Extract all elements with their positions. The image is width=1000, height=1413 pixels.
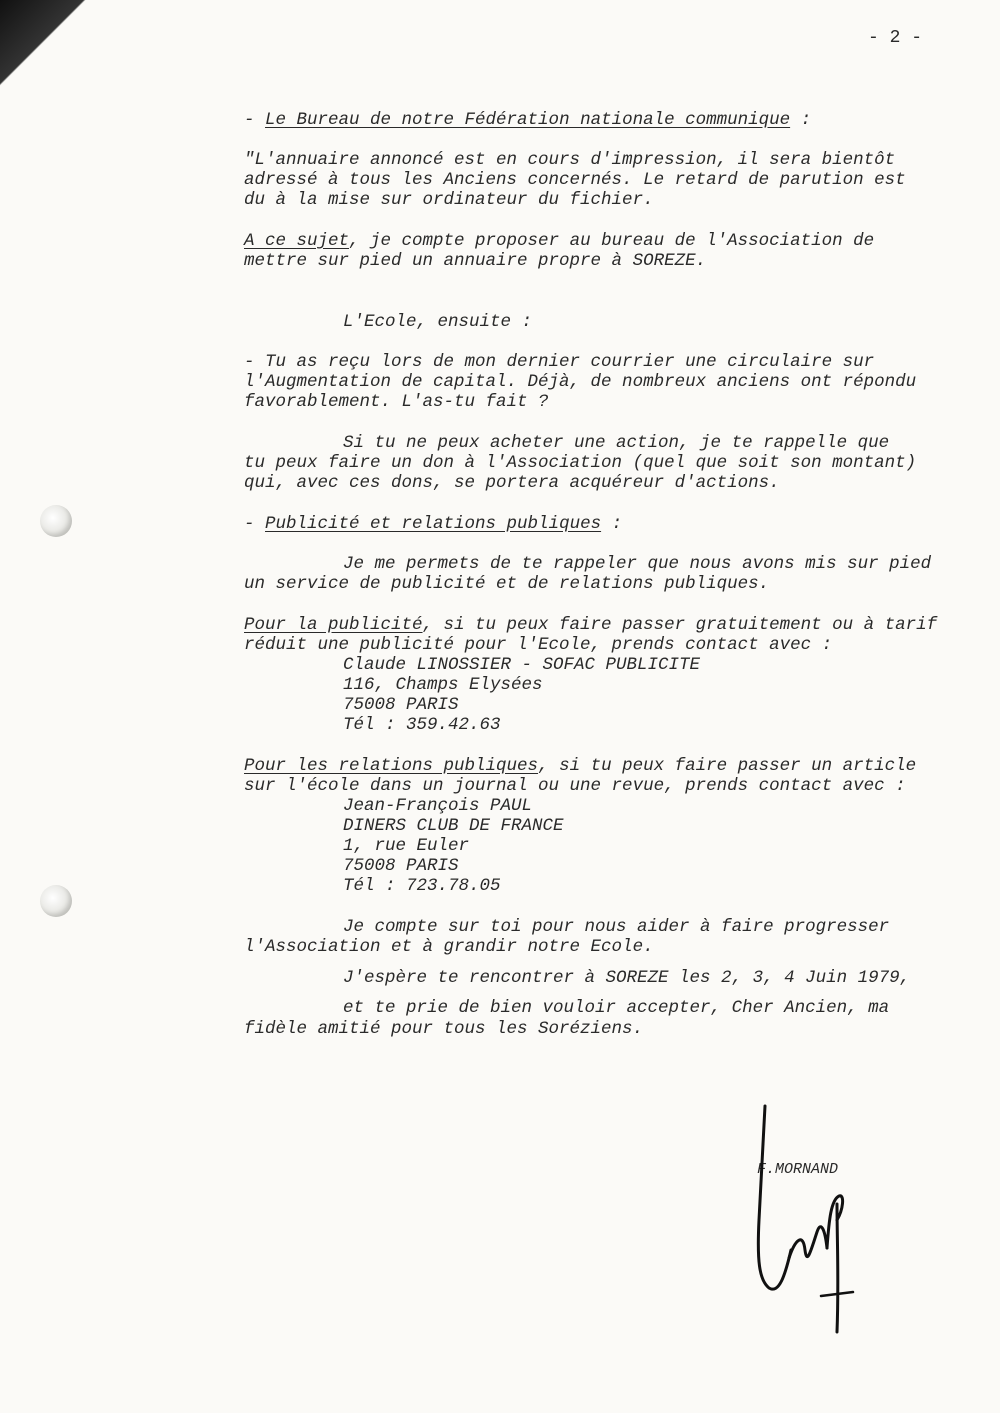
line-text: Je compte sur toi pour nous aider à faire progresser — [343, 917, 890, 937]
text-line — [244, 574, 769, 594]
text-line — [343, 998, 889, 1018]
text-line — [343, 968, 910, 988]
line-text: 75008 PARIS — [343, 856, 459, 876]
line-text: un service de publicité et de relations publiques. — [244, 574, 770, 594]
text-line — [343, 554, 931, 574]
line-text: l'Association et à grandir notre Ecole. — [244, 937, 654, 957]
line-text: , je compte proposer au bureau de l'Association de — [349, 231, 875, 251]
line-text: 75008 PARIS — [343, 695, 459, 715]
folded-corner — [0, 0, 110, 110]
text-line — [244, 776, 906, 796]
text-line — [343, 917, 889, 937]
text-line — [244, 352, 874, 372]
text-line — [244, 756, 916, 776]
line-text: - Tu as reçu lors de mon dernier courrier une circulaire sur — [244, 352, 875, 372]
line-text: l'Augmentation de capital. Déjà, de nombreux anciens ont répondu — [244, 372, 917, 392]
line-text: mettre sur pied un annuaire propre à SOREZE. — [244, 251, 707, 271]
line-text: favorablement. L'as-tu fait ? — [244, 392, 549, 412]
text-line — [244, 453, 916, 473]
line-text: Tél : 359.42.63 — [343, 715, 501, 735]
punch-hole — [40, 505, 72, 537]
text-line — [343, 433, 889, 453]
line-text: , si tu peux faire passer un article — [538, 756, 917, 776]
line-text: Tél : 723.78.05 — [343, 876, 501, 896]
text-line — [343, 836, 469, 856]
text-line — [244, 473, 780, 493]
text-line — [343, 715, 501, 735]
line-text: du à la mise sur ordinateur du fichier. — [244, 190, 654, 210]
text-line — [343, 876, 501, 896]
text-line — [343, 655, 700, 675]
line-text: Claude LINOSSIER - SOFAC PUBLICITE — [343, 655, 701, 675]
signatory-name: F.MORNAND — [757, 1161, 839, 1178]
line-text: : — [601, 514, 623, 534]
text-line — [244, 170, 906, 190]
underlined-text: A ce sujet — [244, 231, 350, 251]
line-text: réduit une publicité pour l'Ecole, prends contact avec : — [244, 635, 833, 655]
line-text: 116, Champs Elysées — [343, 675, 543, 695]
line-text: sur l'école dans un journal ou une revue, prends contact avec : — [244, 776, 906, 796]
line-text: fidèle amitié pour tous les Soréziens. — [244, 1019, 644, 1039]
line-text: - — [244, 514, 266, 534]
line-text: qui, avec ces dons, se portera acquéreur d'actions. — [244, 473, 780, 493]
line-text: et te prie de bien vouloir accepter, Cher Ancien, ma — [343, 998, 890, 1018]
line-text: L'Ecole, ensuite : — [343, 312, 533, 332]
line-text: J'espère te rencontrer à SOREZE les 2, 3, 4 Juin 1979, — [343, 968, 911, 988]
text-line — [244, 231, 874, 251]
line-text: 1, rue Euler — [343, 836, 470, 856]
underlined-text: Pour la publicité — [244, 615, 423, 635]
line-text: tu peux faire un don à l'Association (quel que soit son montant) — [244, 453, 917, 473]
line-text: DINERS CLUB DE FRANCE — [343, 816, 564, 836]
text-line — [244, 372, 916, 392]
text-line — [244, 635, 832, 655]
text-line — [343, 312, 532, 332]
text-line — [343, 816, 564, 836]
line-text: , si tu peux faire passer gratuitement ou à tarif — [422, 615, 938, 635]
text-line — [244, 150, 895, 170]
text-line — [343, 796, 532, 816]
underlined-text: Pour les relations publiques — [244, 756, 539, 776]
text-line — [343, 695, 459, 715]
text-line — [244, 190, 654, 210]
text-line — [244, 514, 622, 534]
text-line — [244, 110, 811, 130]
line-text: Jean-François PAUL — [343, 796, 533, 816]
text-line — [244, 937, 654, 957]
line-text: "L'annuaire annoncé est en cours d'impression, il sera bientôt — [244, 150, 896, 170]
text-line — [244, 251, 706, 271]
line-text: Je me permets de te rappeler que nous avons mis sur pied — [343, 554, 932, 574]
handwritten-signature — [745, 1100, 875, 1340]
line-text: : — [790, 110, 812, 130]
line-text: Si tu ne peux acheter une action, je te rappelle que — [343, 433, 890, 453]
text-line — [244, 1019, 643, 1039]
line-text: adressé à tous les Anciens concernés. Le retard de parution est — [244, 170, 906, 190]
text-line — [343, 675, 543, 695]
punch-hole — [40, 885, 72, 917]
text-line — [244, 392, 549, 412]
underlined-text: Le Bureau de notre Fédération nationale communique — [265, 110, 791, 130]
text-line — [244, 615, 937, 635]
underlined-text: Publicité et relations publiques — [265, 514, 602, 534]
text-line — [343, 856, 459, 876]
line-text: - — [244, 110, 266, 130]
page-number: - 2 - — [868, 28, 923, 48]
